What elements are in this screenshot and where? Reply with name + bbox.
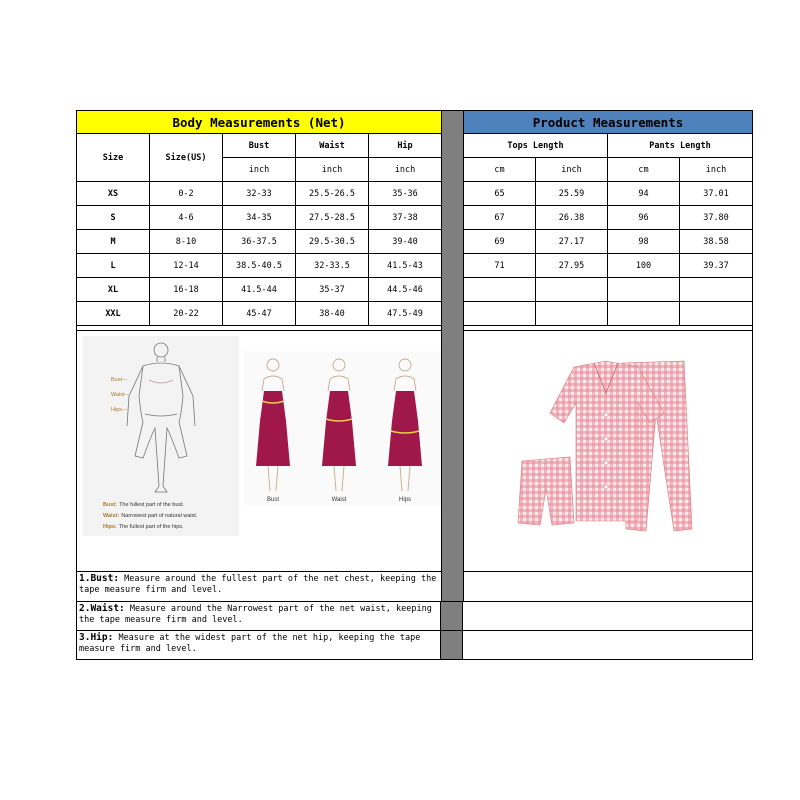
cell-size: S — [77, 206, 150, 230]
note-bust-term: 1.Bust: — [79, 573, 120, 584]
legend-bust-text: The fullest part of the bust. — [119, 502, 185, 508]
waist-label: Waist--- — [111, 392, 131, 398]
cell-size-us: 12-14 — [150, 254, 223, 278]
cell-hip: 35-36 — [369, 182, 442, 206]
cell-size: XL — [77, 278, 150, 302]
dress-figures — [244, 351, 441, 506]
measurement-diagram-cell — [77, 331, 442, 572]
cell-bust: 32-33 — [223, 182, 296, 206]
cell-hip: 39-40 — [369, 230, 442, 254]
cell-bust: 34-35 — [223, 206, 296, 230]
col-bust: Bust — [223, 134, 296, 158]
table-row — [77, 302, 753, 326]
cell-size-us: 16-18 — [150, 278, 223, 302]
legend-hips-term: Hips: — [103, 524, 117, 530]
divider-column-notes-2 — [441, 631, 463, 660]
col-tops-length: Tops Length — [464, 134, 608, 158]
cell-pants-inch: 37.80 — [680, 206, 753, 230]
cell-pants-cm: 94 — [608, 182, 680, 206]
table-row — [77, 278, 753, 302]
col-size-us: Size(US) — [150, 134, 223, 182]
body-diagram — [83, 336, 239, 536]
legend-waist-term: Waist: — [103, 513, 120, 519]
divider-column — [442, 111, 464, 602]
cell-bust: 45-47 — [223, 302, 296, 326]
cell-tops-cm: 67 — [464, 206, 536, 230]
cell-pants-cm — [608, 278, 680, 302]
cell-tops-inch: 27.17 — [536, 230, 608, 254]
dress-label-waist: Waist — [331, 497, 347, 503]
pajama-set-image — [514, 353, 704, 543]
cell-pants-cm — [608, 302, 680, 326]
cell-hip: 47.5-49 — [369, 302, 442, 326]
cell-hip: 44.5-46 — [369, 278, 442, 302]
cell-tops-inch: 25.59 — [536, 182, 608, 206]
cell-size: M — [77, 230, 150, 254]
cell-size-us: 20-22 — [150, 302, 223, 326]
cell-pants-inch: 39.37 — [680, 254, 753, 278]
cell-tops-cm — [464, 278, 536, 302]
dress-label-bust: Bust — [266, 497, 280, 503]
legend-waist-text: Narrowest part of natural waist. — [121, 513, 198, 519]
unit-tops-inch: inch — [536, 158, 608, 182]
cell-pants-inch: 37.01 — [680, 182, 753, 206]
cell-waist: 25.5-26.5 — [296, 182, 369, 206]
cell-pants-inch — [680, 278, 753, 302]
cell-tops-inch — [536, 278, 608, 302]
cell-waist: 27.5-28.5 — [296, 206, 369, 230]
divider-column-notes — [441, 602, 463, 631]
note-hip — [77, 631, 441, 660]
unit-hip: inch — [369, 158, 442, 182]
cell-pants-cm: 98 — [608, 230, 680, 254]
cell-tops-inch: 26.38 — [536, 206, 608, 230]
cell-pants-inch: 38.58 — [680, 230, 753, 254]
cell-size-us: 4-6 — [150, 206, 223, 230]
note-right-2 — [463, 602, 753, 631]
cell-size-us: 8-10 — [150, 230, 223, 254]
cell-waist: 32-33.5 — [296, 254, 369, 278]
cell-size: XXL — [77, 302, 150, 326]
table-row — [77, 182, 753, 206]
body-measurements-header: Body Measurements (Net) — [77, 111, 442, 134]
unit-pants-inch: inch — [680, 158, 753, 182]
unit-pants-cm: cm — [608, 158, 680, 182]
col-pants-length: Pants Length — [608, 134, 753, 158]
cell-tops-cm: 69 — [464, 230, 536, 254]
cell-waist: 29.5-30.5 — [296, 230, 369, 254]
table-row — [77, 254, 753, 278]
note-right-1 — [464, 572, 753, 602]
cell-bust: 36-37.5 — [223, 230, 296, 254]
dress-label-hips: Hips — [398, 497, 412, 503]
cell-tops-cm: 65 — [464, 182, 536, 206]
cell-size: L — [77, 254, 150, 278]
cell-pants-inch — [680, 302, 753, 326]
unit-bust: inch — [223, 158, 296, 182]
notes-table — [76, 601, 753, 660]
product-photo-cell — [464, 331, 753, 572]
size-chart-table — [76, 110, 753, 602]
svg-text:Hips:The fullest part of the h — [103, 524, 184, 530]
unit-waist: inch — [296, 158, 369, 182]
legend-hips-text: The fullest part of the hips. — [118, 524, 184, 530]
unit-tops-cm: cm — [464, 158, 536, 182]
cell-pants-cm: 100 — [608, 254, 680, 278]
note-waist-text: Measure around the Narrowest part of the net waist, keeping the tape measure firm and level. — [79, 604, 432, 625]
cell-bust: 41.5-44 — [223, 278, 296, 302]
legend-bust-term: Bust: — [103, 502, 118, 508]
cell-tops-cm: 71 — [464, 254, 536, 278]
note-hip-text: Measure at the widest part of the net hip, keeping the tape measure firm and level. — [79, 633, 421, 654]
cell-pants-cm: 96 — [608, 206, 680, 230]
cell-size: XS — [77, 182, 150, 206]
note-waist — [77, 602, 441, 631]
note-hip-term: 3.Hip: — [79, 632, 114, 643]
cell-waist: 38-40 — [296, 302, 369, 326]
cell-tops-cm — [464, 302, 536, 326]
svg-text:Bust:The fullest part of the b — [103, 502, 185, 508]
table-row — [77, 206, 753, 230]
cell-hip: 37-38 — [369, 206, 442, 230]
svg-text:Waist:Narrowest part of natura — [103, 513, 198, 519]
size-chart-sheet — [76, 110, 753, 674]
cell-hip: 41.5-43 — [369, 254, 442, 278]
col-size: Size — [77, 134, 150, 182]
note-bust — [77, 572, 442, 602]
table-row — [77, 230, 753, 254]
bust-label: Bust--- — [111, 377, 128, 383]
col-hip: Hip — [369, 134, 442, 158]
cell-bust: 38.5-40.5 — [223, 254, 296, 278]
product-measurements-header: Product Measurements — [464, 111, 753, 134]
note-right-3 — [463, 631, 753, 660]
cell-tops-inch — [536, 302, 608, 326]
hips-label: Hips--- — [111, 407, 128, 413]
note-waist-term: 2.Waist: — [79, 603, 125, 614]
col-waist: Waist — [296, 134, 369, 158]
cell-waist: 35-37 — [296, 278, 369, 302]
cell-size-us: 0-2 — [150, 182, 223, 206]
note-bust-text: Measure around the fullest part of the net chest, keeping the tape measure firm and level. — [79, 574, 437, 595]
cell-tops-inch: 27.95 — [536, 254, 608, 278]
